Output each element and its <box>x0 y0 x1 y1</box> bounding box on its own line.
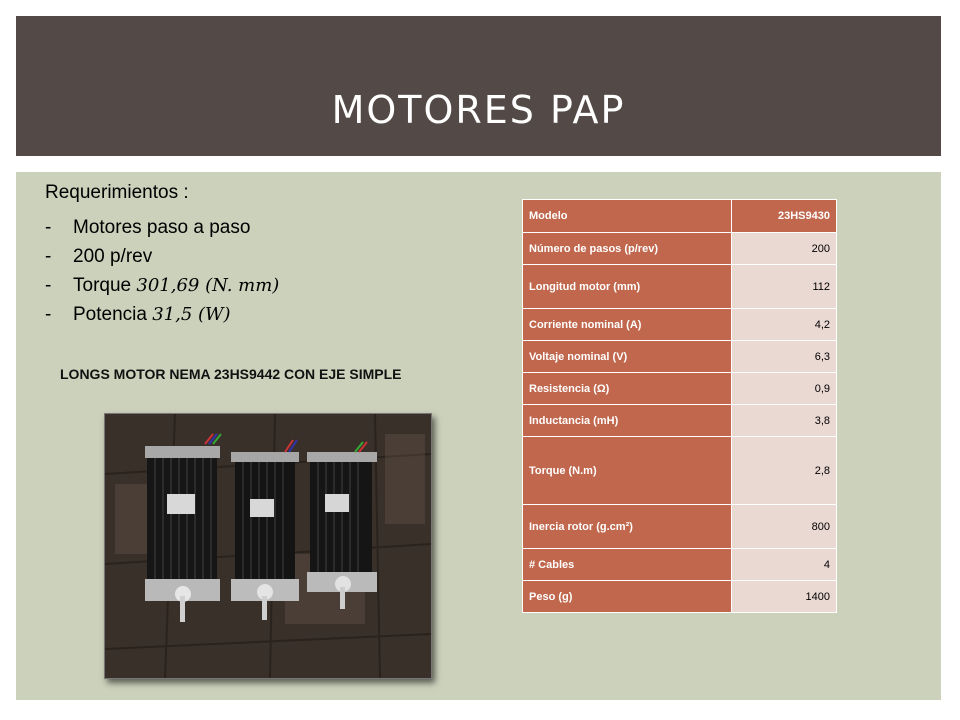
slide-title: MOTORES PAP <box>331 88 626 132</box>
requirement-item: - Torque 301,69 (N. mm) <box>45 275 280 296</box>
requirements-list <box>45 216 279 332</box>
spec-label: Resistencia (Ω) <box>523 373 732 405</box>
table-row <box>523 373 837 405</box>
table-row <box>523 265 837 309</box>
motor-photo <box>104 413 432 679</box>
spec-label: Modelo <box>523 200 732 233</box>
spec-value: 1400 <box>732 581 837 613</box>
stepper-motors-image <box>105 414 431 678</box>
spec-value: 200 <box>732 233 837 265</box>
table-row <box>523 309 837 341</box>
spec-label: Corriente nominal (A) <box>523 309 732 341</box>
spec-label: Torque (N.m) <box>523 437 732 505</box>
table-row <box>523 437 837 505</box>
spec-value: 23HS9430 <box>732 200 837 233</box>
power-formula: 31,5 (W) <box>152 304 231 325</box>
requirements-heading: Requerimientos : <box>45 182 189 203</box>
spec-label: Voltaje nominal (V) <box>523 341 732 373</box>
requirement-item: - 200 p/rev <box>45 246 153 267</box>
specs-table <box>522 199 837 613</box>
requirement-item: - Potencia 31,5 (W) <box>45 304 231 325</box>
table-row <box>523 581 837 613</box>
table-row <box>523 200 837 233</box>
spec-label: Número de pasos (p/rev) <box>523 233 732 265</box>
table-row <box>523 405 837 437</box>
spec-label: Inductancia (mH) <box>523 405 732 437</box>
spec-label: Inercia rotor (g.cm²) <box>523 505 732 549</box>
torque-formula: 301,69 (N. mm) <box>136 275 280 296</box>
table-row <box>523 505 837 549</box>
spec-value: 112 <box>732 265 837 309</box>
requirement-item: - Motores paso a paso <box>45 217 251 238</box>
spec-value: 4,2 <box>732 309 837 341</box>
table-row <box>523 233 837 265</box>
spec-label: # Cables <box>523 549 732 581</box>
table-row <box>523 549 837 581</box>
spec-value: 800 <box>732 505 837 549</box>
title-bar <box>16 16 941 156</box>
photo-caption: LONGS MOTOR NEMA 23HS9442 CON EJE SIMPLE <box>60 366 402 382</box>
spec-value: 6,3 <box>732 341 837 373</box>
spec-label: Longitud motor (mm) <box>523 265 732 309</box>
spec-value: 4 <box>732 549 837 581</box>
table-row <box>523 341 837 373</box>
spec-value: 3,8 <box>732 405 837 437</box>
spec-label: Peso (g) <box>523 581 732 613</box>
spec-value: 2,8 <box>732 437 837 505</box>
spec-value: 0,9 <box>732 373 837 405</box>
